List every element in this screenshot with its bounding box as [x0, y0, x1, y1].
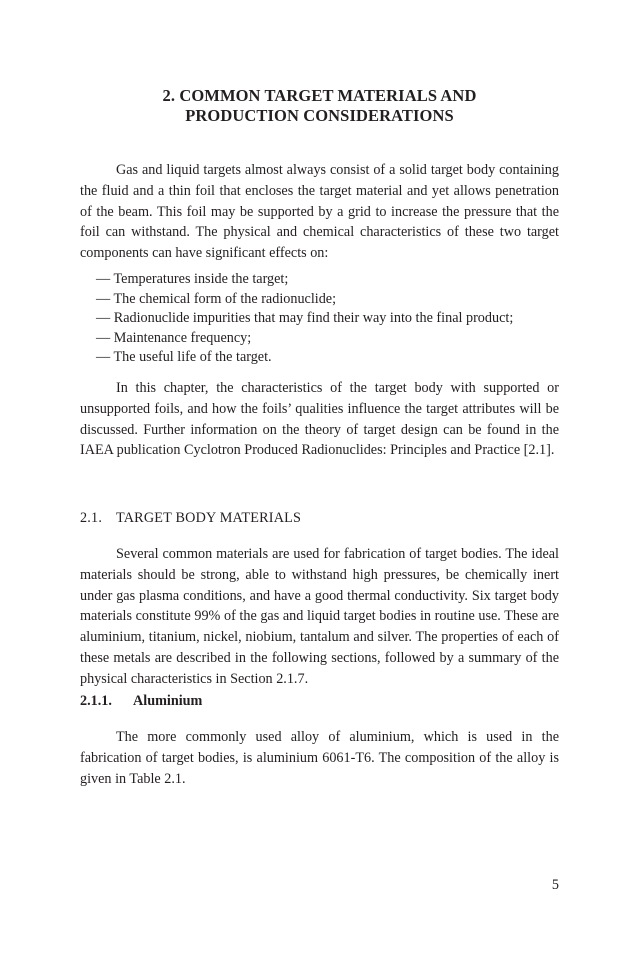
subsection-number: 2.1.1.	[80, 693, 112, 709]
intro-paragraph: Gas and liquid targets almost always consist of a solid target body containing the fluid and a thin foil that encloses the target material and yet allows penetration of the beam. This foil may be supported by a grid to increase the pressure that the foil can withstand. The physical and chemical characteristics of these two target components can have significant effects on:	[80, 162, 559, 262]
subsection-title: Aluminium	[133, 693, 203, 709]
list-item: — The chemical form of the radionuclide;	[96, 290, 337, 307]
section-heading	[80, 508, 301, 528]
list-item: — Maintenance frequency;	[96, 329, 252, 346]
subsection-paragraph: The more commonly used alloy of aluminium, which is used in the fabrication of target bodies, is aluminium 6061-T6. The composition of the alloy is given in Table 2.1.	[80, 729, 559, 787]
section-title: TARGET BODY MATERIALS	[116, 510, 302, 526]
chapter-title	[80, 86, 559, 126]
chapter-title-line-2: PRODUCTION CONSIDERATIONS	[185, 106, 454, 125]
chapter-intro-paragraph: In this chapter, the characteristics of the target body with supported or unsupported foils, and how the foils’ qualities influence the target attributes will be discussed. Further information on the theory of target design can be found in the IAEA publication Cyclotron Produced Radionuclides: Principles and Practice [2.1].	[80, 380, 559, 459]
chapter-title-line-1: 2. COMMON TARGET MATERIALS AND	[162, 86, 477, 105]
list-item: — The useful life of the target.	[96, 349, 272, 365]
list-item: — Temperatures inside the target;	[96, 271, 289, 287]
section-number: 2.1.	[80, 510, 103, 526]
effects-list	[96, 270, 559, 368]
document-page	[80, 0, 559, 958]
list-item: — Radionuclide impurities that may find their way into the final product;	[96, 310, 514, 326]
section-paragraph: Several common materials are used for fabrication of target bodies. The ideal materials should be strong, able to withstand high pressures, be chemically inert under gas plasma conditions, and have a good thermal conductivity. Six target body materials constitute 99% of the gas and liquid target bodies in routine use. These are aluminium, titanium, nickel, niobium, tantalum and silver. The properties of each of these metals are described in the following sections, followed by a summary of the physical characteristics in Section 2.1.7.	[80, 546, 559, 687]
page-number: 5	[551, 877, 559, 893]
subsection-heading	[80, 691, 202, 711]
